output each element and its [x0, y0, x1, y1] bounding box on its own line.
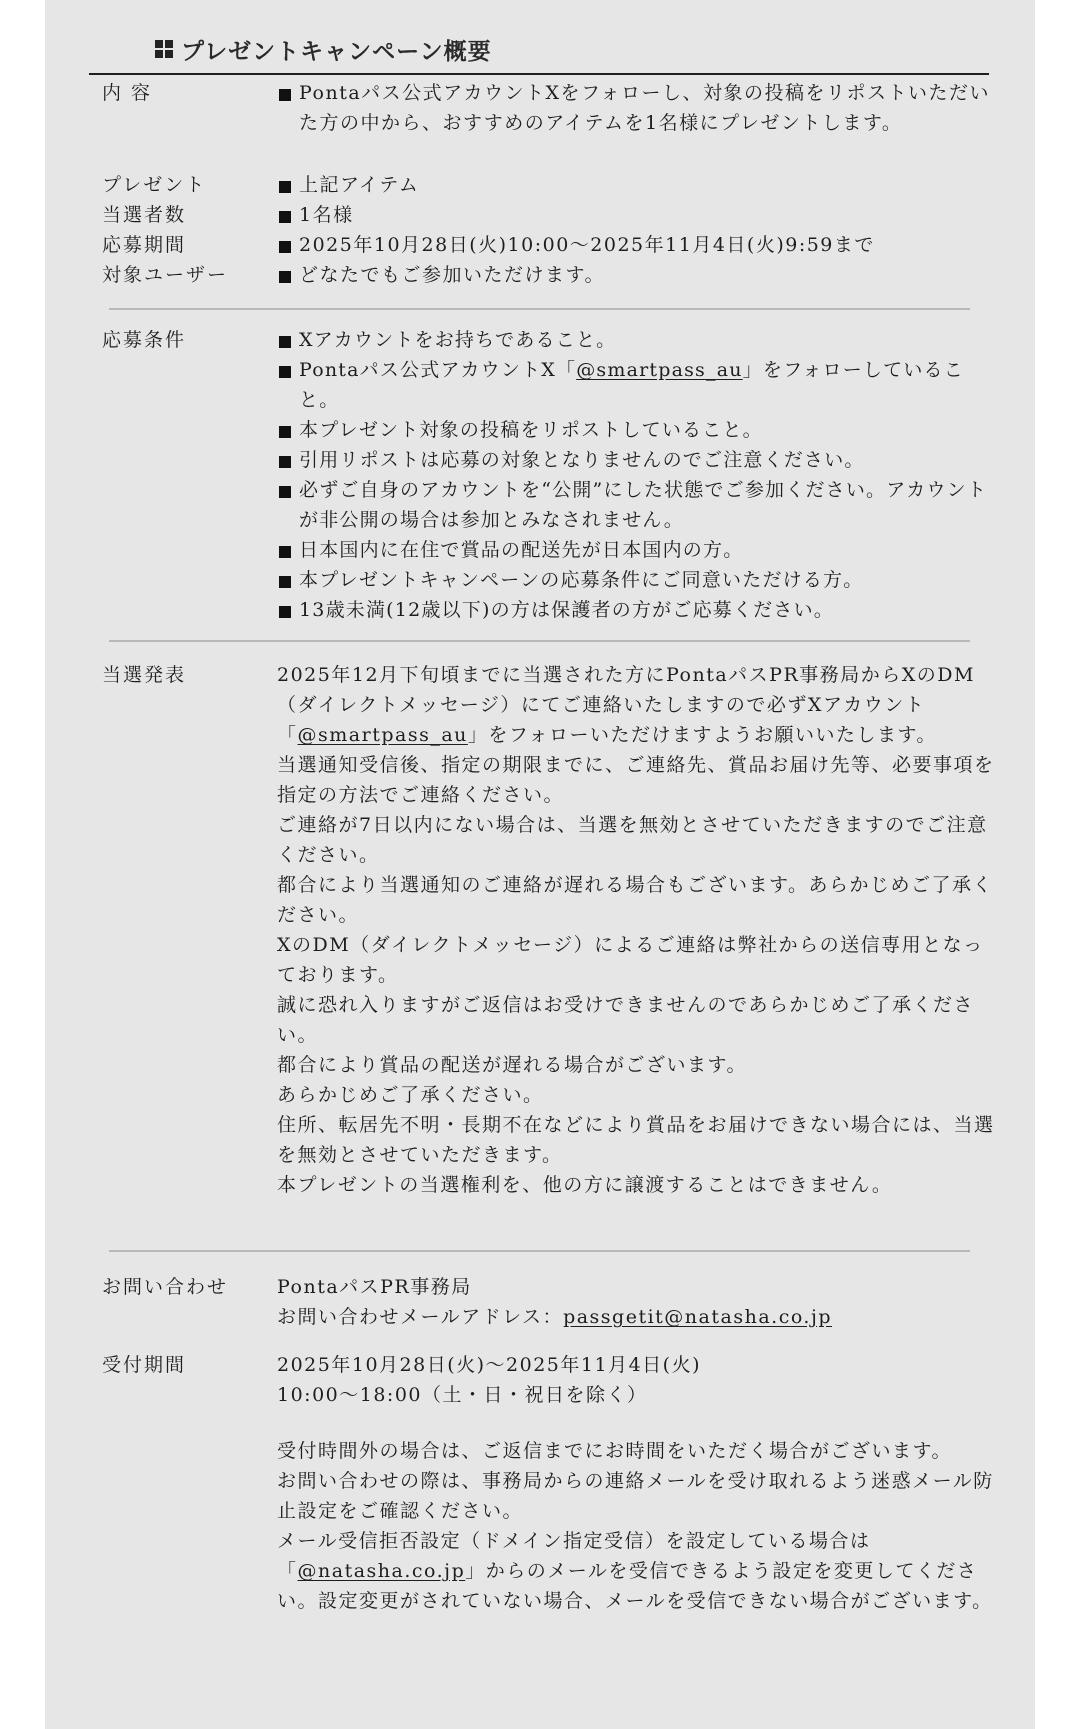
- row-label: 対象ユーザー: [102, 264, 229, 286]
- row-announcement: [102, 660, 1002, 1200]
- paragraph: あらかじめご了承ください。: [277, 1084, 544, 1106]
- section-title: プレゼントキャンペーン概要: [181, 38, 492, 65]
- paragraph: XのDM（ダイレクトメッセージ）によるご連絡は弊社からの送信専用となっております。: [277, 934, 984, 986]
- row-winners: [102, 200, 1002, 230]
- heading-underline: [89, 73, 989, 75]
- bullet-item: 必ずご自身のアカウントを“公開”にした状態でご参加ください。アカウントが非公開の場合は参加とみなされません。: [277, 475, 1002, 535]
- row-label: 応募期間: [102, 234, 187, 256]
- row-label: 受付期間: [102, 1354, 187, 1376]
- row-label: 当選発表: [102, 664, 187, 686]
- section-divider: [109, 1250, 970, 1252]
- email-label: お問い合わせメールアドレス：: [277, 1306, 564, 1328]
- bullet-item: どなたでもご参加いただけます。: [277, 260, 1002, 290]
- row-label: 当選者数: [102, 204, 187, 226]
- bullet-item: 上記アイテム: [277, 170, 1002, 200]
- bullet-item: Xアカウントをお持ちであること。: [277, 325, 1002, 355]
- row-label: 内 容: [102, 82, 153, 104]
- section-divider: [109, 640, 970, 642]
- announcement-text: 2025年12月下旬頃までに当選された方にPontaパスPR事務局からXのDM（ダイレクトメッセージ）にてご連絡いたしますので必ずXアカウント「@smartpass_au」をフォローいただけますようお願いいたします。 当選通知受信後、指定の期限までに、ご連絡先、賞品お届け先等、必要事項を指定の方法でご連絡ください。 ご連絡が7日以内にない場合は、当選を無効とさせていただきますのでご注意ください。 都合により当選通知のご連絡が遅れる場合もございます。あらかじめご了承ください。 XのDM（ダイレクトメッセージ）によるご連絡は弊社からの送信専用となっております。 誠に恐れ入りますがご返信はお受けできませんのであらかじめご了承ください。 都合により賞品の配送が遅れる場合がございます。 あらかじめご了承ください。 住所、転居先不明・長期不在などにより賞品をお届けできない場合には、当選を無効とさせていただきます。 本プレゼントの当選権利を、他の方に譲渡することはできません。: [277, 660, 1002, 1200]
- bullet-item: 本プレゼントキャンペーンの応募条件にご同意いただける方。: [277, 565, 1002, 595]
- row-contact: [102, 1272, 1002, 1332]
- bullet-item: Pontaパス公式アカウントXをフォローし、対象の投稿をリポストいただいた方の中から、おすすめのアイテムを1名様にプレゼントします。: [277, 78, 1002, 138]
- row-entry-period: [102, 230, 1002, 260]
- reception-hours: 10:00〜18:00（土・日・祝日を除く）: [277, 1384, 648, 1406]
- bullet-item: Pontaパス公式アカウントX「@smartpass_au」をフォローしていること。: [277, 355, 1002, 415]
- paragraph: 本プレゼントの当選権利を、他の方に譲渡することはできません。: [277, 1174, 893, 1196]
- smartpass-account-link[interactable]: @smartpass_au: [297, 724, 468, 746]
- paragraph: 受付時間外の場合は、ご返信までにお時間をいただく場合がございます。: [277, 1440, 952, 1462]
- conditions-list: [277, 325, 1002, 625]
- paragraph: 都合により当選通知のご連絡が遅れる場合もございます。あらかじめご了承ください。: [277, 874, 993, 926]
- natasha-domain-link[interactable]: @natasha.co.jp: [297, 1560, 466, 1582]
- paragraph: 誠に恐れ入りますがご返信はお受けできませんのであらかじめご了承ください。: [277, 994, 975, 1046]
- row-conditions: [102, 325, 1002, 625]
- row-target-users: [102, 260, 1002, 290]
- bullet-item: 本プレゼント対象の投稿をリポストしていること。: [277, 415, 1002, 445]
- reception-dates: 2025年10月28日(火)〜2025年11月4日(火): [277, 1354, 701, 1376]
- paragraph: お問い合わせの際は、事務局からの連絡メールを受け取れるよう迷惑メール防止設定をご確認ください。: [277, 1470, 994, 1522]
- bullet-item: 13歳未満(12歳以下)の方は保護者の方がご応募ください。: [277, 595, 1002, 625]
- campaign-overview-panel: [45, 0, 1035, 1729]
- row-content: [102, 78, 1002, 138]
- row-reception: 受付期間 2025年10月28日(火)〜2025年11月4日(火) 10:00〜18:00（土・日・祝日を除く） 受付時間外の場合は、ご返信までにお時間をいただく場合がございます。 お問い合わせの際は、事務局からの連絡メールを受け取れるよう迷惑メール防止設定をご確認ください。 メール受信拒否設定（ドメイン指定受信）を設定している場合は「@natasha.co.jp」からのメールを受信できるよう設定を変更してください。設定変更がされていない場合、メールを受信できない場合がございます。: [102, 1350, 1002, 1616]
- paragraph: 当選通知受信後、指定の期限までに、ご連絡先、賞品お届け先等、必要事項を指定の方法でご連絡ください。: [277, 754, 995, 806]
- bullet-item: 日本国内に在住で賞品の配送先が日本国内の方。: [277, 535, 1002, 565]
- row-label: 応募条件: [102, 329, 187, 351]
- row-label: お問い合わせ: [102, 1276, 229, 1298]
- bullet-item: 引用リポストは応募の対象となりませんのでご注意ください。: [277, 445, 1002, 475]
- section-divider: [109, 308, 970, 310]
- paragraph: 住所、転居先不明・長期不在などにより賞品をお届けできない場合には、当選を無効とさせていただきます。: [277, 1114, 995, 1166]
- row-present: [102, 170, 1002, 200]
- row-label: プレゼント: [102, 174, 207, 196]
- paragraph: 都合により賞品の配送が遅れる場合がございます。: [277, 1054, 747, 1076]
- section-heading: [89, 34, 492, 64]
- bullet-item: 2025年10月28日(火)10:00〜2025年11月4日(火)9:59まで: [277, 230, 1002, 260]
- contact-office: PontaパスPR事務局: [277, 1276, 472, 1298]
- grid-squares-icon: [155, 40, 173, 58]
- bullet-item: 1名様: [277, 200, 1002, 230]
- contact-email-link[interactable]: passgetit@natasha.co.jp: [563, 1306, 833, 1328]
- smartpass-account-link[interactable]: @smartpass_au: [576, 359, 743, 381]
- paragraph: ご連絡が7日以内にない場合は、当選を無効とさせていただきますのでご注意ください。: [277, 814, 988, 866]
